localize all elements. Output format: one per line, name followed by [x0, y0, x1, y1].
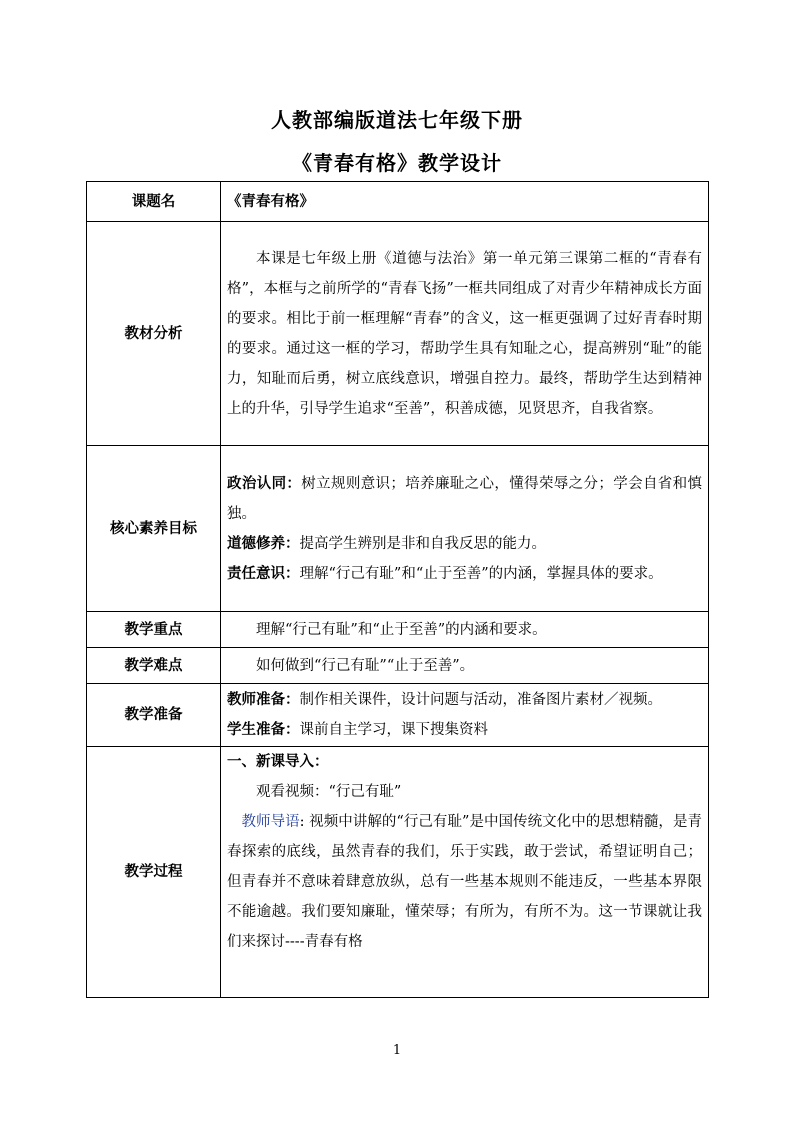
prep-student-text: 课前自主学习，课下搜集资料 — [299, 722, 488, 738]
process-section-heading: 一、新课导入： — [227, 754, 329, 770]
table-row-core — [87, 446, 709, 612]
prep-student-key: 学生准备： — [227, 722, 300, 738]
core-item-text: 提高学生辨别是非和自我反思的能力。 — [299, 535, 546, 552]
process-video: 观看视频：“行己有耻” — [256, 784, 402, 800]
prep-cell — [221, 684, 709, 747]
core-cell — [221, 446, 709, 612]
prep-teacher-key: 教师准备： — [227, 692, 300, 708]
document-subtitle: 《青春有格》教学设计 — [292, 151, 502, 175]
process-cell — [221, 747, 709, 998]
difficulty-label: 教学难点 — [87, 648, 221, 684]
table-row-prep — [87, 684, 709, 747]
guide-text: : 视频中讲解的“行己有耻”是中国传统文化中的思想精髓，是青春探索的底线，虽然青春的我们，乐于实践，敢于尝试，希望证明自己；但青春并不意味着肆意放纵，总有一些基本规则不能违反，一些基本界限不能逾越。我们要知廉耻，懂荣辱；有所为，有所不为。这一节课就让我们来探讨----青春有格 — [227, 814, 702, 950]
core-item-text: 树立规则意识；培养廉耻之心，懂得荣辱之分；学会自省和慎独。 — [227, 475, 703, 522]
document-title: 人教部编版道法七年级下册 — [271, 108, 523, 132]
core-item — [227, 559, 702, 589]
guide-key: 教师导语 — [241, 814, 300, 830]
material-label: 教材分析 — [87, 222, 221, 446]
page-number: 1 — [392, 1043, 402, 1058]
topic-label: 课题名 — [87, 182, 221, 222]
prep-teacher — [227, 685, 702, 715]
core-item-key: 政治认同： — [227, 475, 302, 492]
process-guide — [227, 807, 702, 957]
prep-label: 教学准备 — [87, 684, 221, 747]
core-item-key: 道德修养： — [227, 535, 300, 552]
material-text: 本课是七年级上册《道德与法治》第一单元第三课第二框的“青春有格”，本框与之前所学的“青春飞扬”一框共同组成了对青少年精神成长方面的要求。相比于前一框理解“青春”的含义，这一框更强调了过好青春时期的要求。通过这一框的学习，帮助学生具有知耻之心，提高辨别“耻”的能力，知耻而后勇，树立底线意识，增强自控力。最终，帮助学生达到精神上的升华，引导学生追求“至善”，积善成德，见贤思齐，自我省察。 — [227, 250, 702, 417]
table-row-material — [87, 222, 709, 446]
core-item-text: 理解“行己有耻”和“止于至善”的内涵，掌握具体的要求。 — [299, 565, 663, 582]
prep-student — [227, 715, 702, 745]
process-label: 教学过程 — [87, 747, 221, 998]
lesson-plan-table — [86, 181, 709, 998]
table-row-difficulty — [87, 648, 709, 684]
table-row-process — [87, 747, 709, 998]
difficulty-text: 如何做到“行己有耻”“止于至善”。 — [221, 648, 709, 684]
core-item — [227, 469, 702, 529]
core-item-key: 责任意识： — [227, 565, 300, 582]
table-row-topic — [87, 182, 709, 222]
core-label: 核心素养目标 — [87, 446, 221, 612]
prep-teacher-text: 制作相关课件，设计问题与活动，准备图片素材／视频。 — [299, 692, 662, 708]
material-cell — [221, 222, 709, 446]
focus-text: 理解“行己有耻”和“止于至善”的内涵和要求。 — [221, 612, 709, 648]
topic-value: 《青春有格》 — [221, 182, 709, 222]
focus-label: 教学重点 — [87, 612, 221, 648]
table-row-focus — [87, 612, 709, 648]
core-item — [227, 529, 702, 559]
